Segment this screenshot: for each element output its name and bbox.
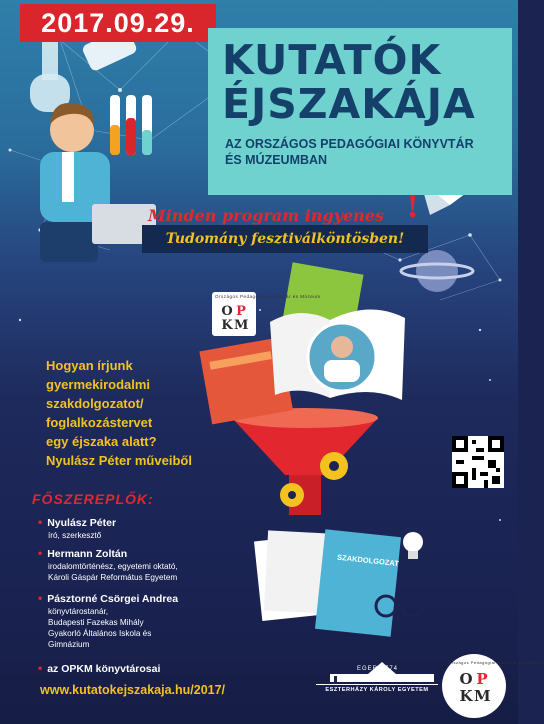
opkm-logo-ring-text: Országos Pedagógiai Könyvtár és Múzeum [448, 660, 544, 665]
question-line: foglalkozástervet [46, 415, 153, 430]
cast-desc: irodalomtörténész, egyetemi oktató, [48, 562, 178, 571]
question-line: egy éjszaka alatt? [46, 434, 157, 449]
title-line-1: KUTATÓK [222, 36, 442, 84]
university-name: ESZTERHÁZY KÁROLY EGYETEM [316, 684, 438, 693]
title-line-2: ÉJSZAKÁJA [222, 80, 476, 128]
opkm-logo-top [212, 292, 321, 336]
thesis-book-icon [315, 529, 401, 636]
cast-desc: Károli Gáspár Református Egyetem [48, 573, 178, 582]
planet-icon [401, 250, 473, 292]
cast-heading: FŐSZEREPLŐK: [32, 491, 154, 507]
logo-letter-m: M [474, 687, 491, 705]
cast-member [38, 662, 160, 676]
logo-letter-k: K [459, 687, 473, 705]
funnel-icon [232, 408, 378, 515]
qr-code[interactable] [452, 436, 504, 488]
cast-member [38, 592, 178, 650]
light-bulb-icon [403, 532, 423, 559]
logo-letter-o: O [459, 670, 473, 688]
cast-name: • Nyulász Péter [38, 516, 116, 530]
subtitle-line-2: ÉS MÚZEUMBAN [225, 153, 328, 167]
thesis-book-label: SZAKDOLGOZAT [336, 552, 400, 569]
cast-name: • Pásztorné Csörgei Andrea [38, 592, 178, 606]
logo-letter-k: K [221, 318, 233, 333]
cast-member [38, 547, 178, 583]
speaker-photo [308, 323, 376, 391]
logo-letter-m: M [234, 318, 249, 333]
question-line: Nyulász Péter műveiből [46, 453, 192, 468]
question-line: gyermekirodalmi [46, 377, 151, 392]
festival-banner: Tudomány fesztiválköntösben! [142, 225, 428, 253]
question-line: szakdolgozatot/ [46, 396, 144, 411]
website-link[interactable]: www.kutatokejszakaja.hu/2017/ [40, 683, 226, 697]
qr-code-icon [452, 436, 504, 488]
cast-member [38, 516, 116, 541]
opkm-logo-bottom [442, 654, 544, 718]
cast-name: • az OPKM könyvtárosai [38, 662, 160, 676]
question-line: Hogyan írjunk [46, 358, 133, 373]
cast-name: • Hermann Zoltán [38, 547, 178, 561]
cast-desc: Gimnázium [48, 640, 90, 649]
logo-letter-o: O [221, 304, 233, 319]
university-building-icon [330, 662, 434, 682]
opkm-logo-ring-text: Országos Pedagógiai Könyvtár és Múzeum [215, 294, 321, 299]
free-program-exclamation: ! [406, 190, 420, 225]
cast-desc: könyvtárostanár, [48, 607, 109, 616]
university-founding: EGER 1774 [356, 666, 399, 672]
cast-desc: Budapesti Fazekas Mihály [48, 618, 144, 627]
event-date: 2017.09.29. [20, 4, 216, 42]
subtitle-line-1: AZ ORSZÁGOS PEDAGÓGIAI KÖNYVTÁR [225, 137, 474, 151]
scientist-figure [40, 103, 156, 262]
free-program-text: Minden program ingyenes [148, 206, 384, 225]
cast-desc: Gyakorló Általános Iskola és [48, 629, 152, 638]
logo-letter-p: P [476, 670, 488, 688]
logo-letter-p: P [236, 304, 246, 319]
cast-desc: író, szerkesztő [48, 531, 102, 540]
